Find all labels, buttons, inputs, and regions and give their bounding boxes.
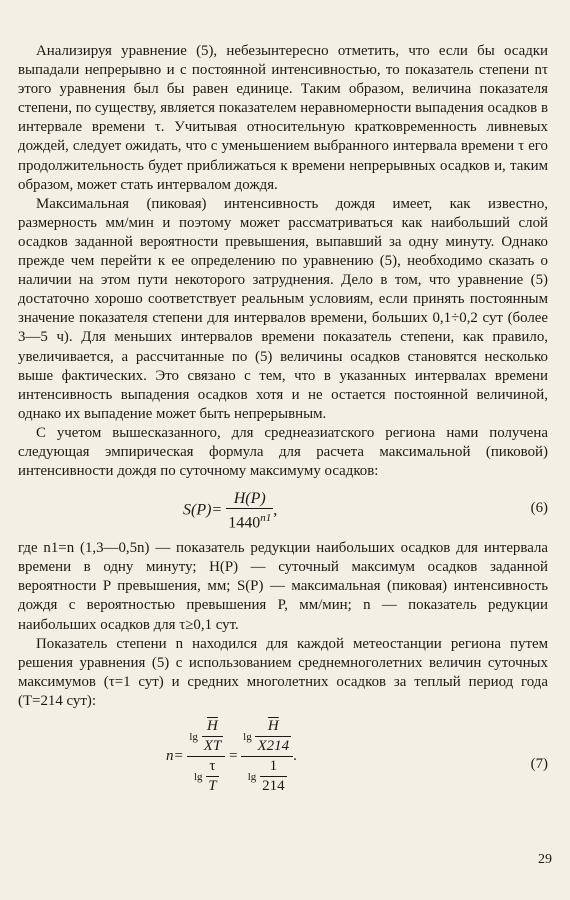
eq6-lhs: S(P)= <box>183 501 223 519</box>
equation-7: n= lg $\frac{\overline{H}}{XT}$ lg $\frac{\tau}{T}$ = lg $\frac{\overline{H}}{X214}$ lg $\frac{1}{214}$ . (7) <box>18 711 548 803</box>
eq7-lhs: n= <box>166 748 184 765</box>
eq6-comma: , <box>273 501 278 519</box>
paragraph-4: где n1=n (1,3—0,5n) — показатель редукции наибольших осадков для интервала времени в одну минуту; H(P) — суточный максимум осадков заданной вероятности P превышения, мм; S(P) — максимальная (пиковая) интенсивность дождя с вероятностью превышения P, мм/мин; n — показатель редукции наибольших осадков для τ≥0,1 сут. <box>18 540 548 633</box>
equation-6 <box>18 481 548 539</box>
paragraph-3: С учетом вышесказанного, для среднеазиатского региона нами получена следующая эмпирическая формула для расчета максимальной (пиковой) интенсивности дождя по суточному максимуму осадков: <box>18 424 548 480</box>
eq6-denominator: 1440 <box>228 514 261 532</box>
eq7-label: (7) <box>530 756 548 772</box>
eq7-fraction-a: lg $\frac{\overline{H}}{XT}$ lg $\frac{\tau}{T}$ <box>187 717 225 796</box>
eq6-numerator: H(P) <box>233 490 266 508</box>
eq6-fraction <box>226 489 273 533</box>
eq7-fraction-b: lg $\frac{\overline{H}}{X214}$ lg $\frac{1}{214}$ <box>241 717 293 796</box>
eq6-label: (6) <box>530 500 548 517</box>
eq6-exponent: n1 <box>260 512 272 525</box>
paragraph-1: Анализируя уравнение (5), небезынтересно отметить, что если бы осадки выпадали непрерывно и с постоянной интенсивностью, то показатель степени nτ этого уравнения был бы равен единице. Таким образом, величина показателя степени, по существу, является показателем неравномерности выпадения осадков в интервале времени τ. Учитывая относительную кратковременность ливневых дождей, следует ожидать, что с уменьшением выбранного интервала времени τ его продолжительность будет приближаться к времени непрерывных осадков и, таким образом, может стать интервалом дождя. <box>18 43 548 193</box>
paragraph-5: Показатель степени n находился для каждой метеостанции региона путем решения уравнения (5) с использованием среднемноголетних величин суточных максимумов (τ=1 сут) и средних многолетних осадков за теплый период года (T=214 сут): <box>18 635 548 709</box>
page-number: 29 <box>538 852 552 867</box>
body-text <box>18 42 548 803</box>
paragraph-2: Максимальная (пиковая) интенсивность дождя имеет, как известно, размерность мм/мин и поэтому может рассматриваться как наибольший слой осадков заданной вероятности превышения, выпавший за одну минуту. Однако прежде чем перейти к ее определению по уравнению (5), необходимо сказать о наличии на этом пути некоторого затруднения. Дело в том, что уравнение (5) достаточно хорошо соответствует реальным условиям, если принять постоянным значение показателя степени для интервалов времени, больших 0,1÷0,2 сут (более 3—5 ч). Для меньших интервалов времени показатель степени, как правило, увеличивается, а рассчитанные по (5) величины осадков становятся несколько выше фактических. Это связано с тем, что в указанных интервалах времени интенсивность выпадения осадков хотя и не остается постоянной величиной, однако их выпадение может быть непрерывным. <box>18 195 548 422</box>
